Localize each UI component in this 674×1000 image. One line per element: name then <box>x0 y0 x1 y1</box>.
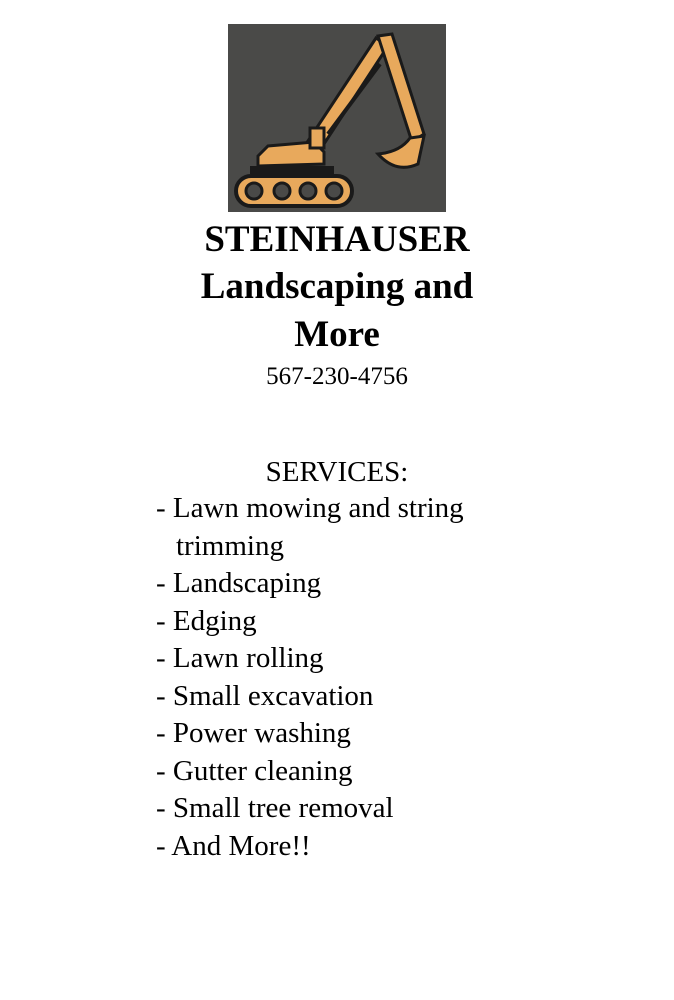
services-heading: SERVICES: <box>265 456 409 488</box>
service-item: - Edging <box>156 604 257 637</box>
business-name-line-3: More <box>294 314 380 355</box>
service-item: - Landscaping <box>156 567 322 599</box>
business-name-line-1: STEINHAUSER <box>204 219 470 260</box>
excavator-logo <box>228 24 446 212</box>
service-item: - Gutter cleaning <box>156 754 353 787</box>
service-item: - Power washing <box>156 717 351 749</box>
phone-number: 567-230-4756 <box>266 363 408 390</box>
excavator-icon <box>228 24 446 212</box>
service-item: - Small excavation <box>156 679 374 712</box>
business-name-line-2: Landscaping and <box>200 266 474 307</box>
services-list <box>156 490 656 865</box>
service-item: - And More!! <box>156 829 311 862</box>
service-item: - Lawn rolling <box>156 642 324 674</box>
service-item: - Small tree removal <box>156 792 394 824</box>
service-item: - Lawn mowing and string trimming <box>156 492 464 562</box>
